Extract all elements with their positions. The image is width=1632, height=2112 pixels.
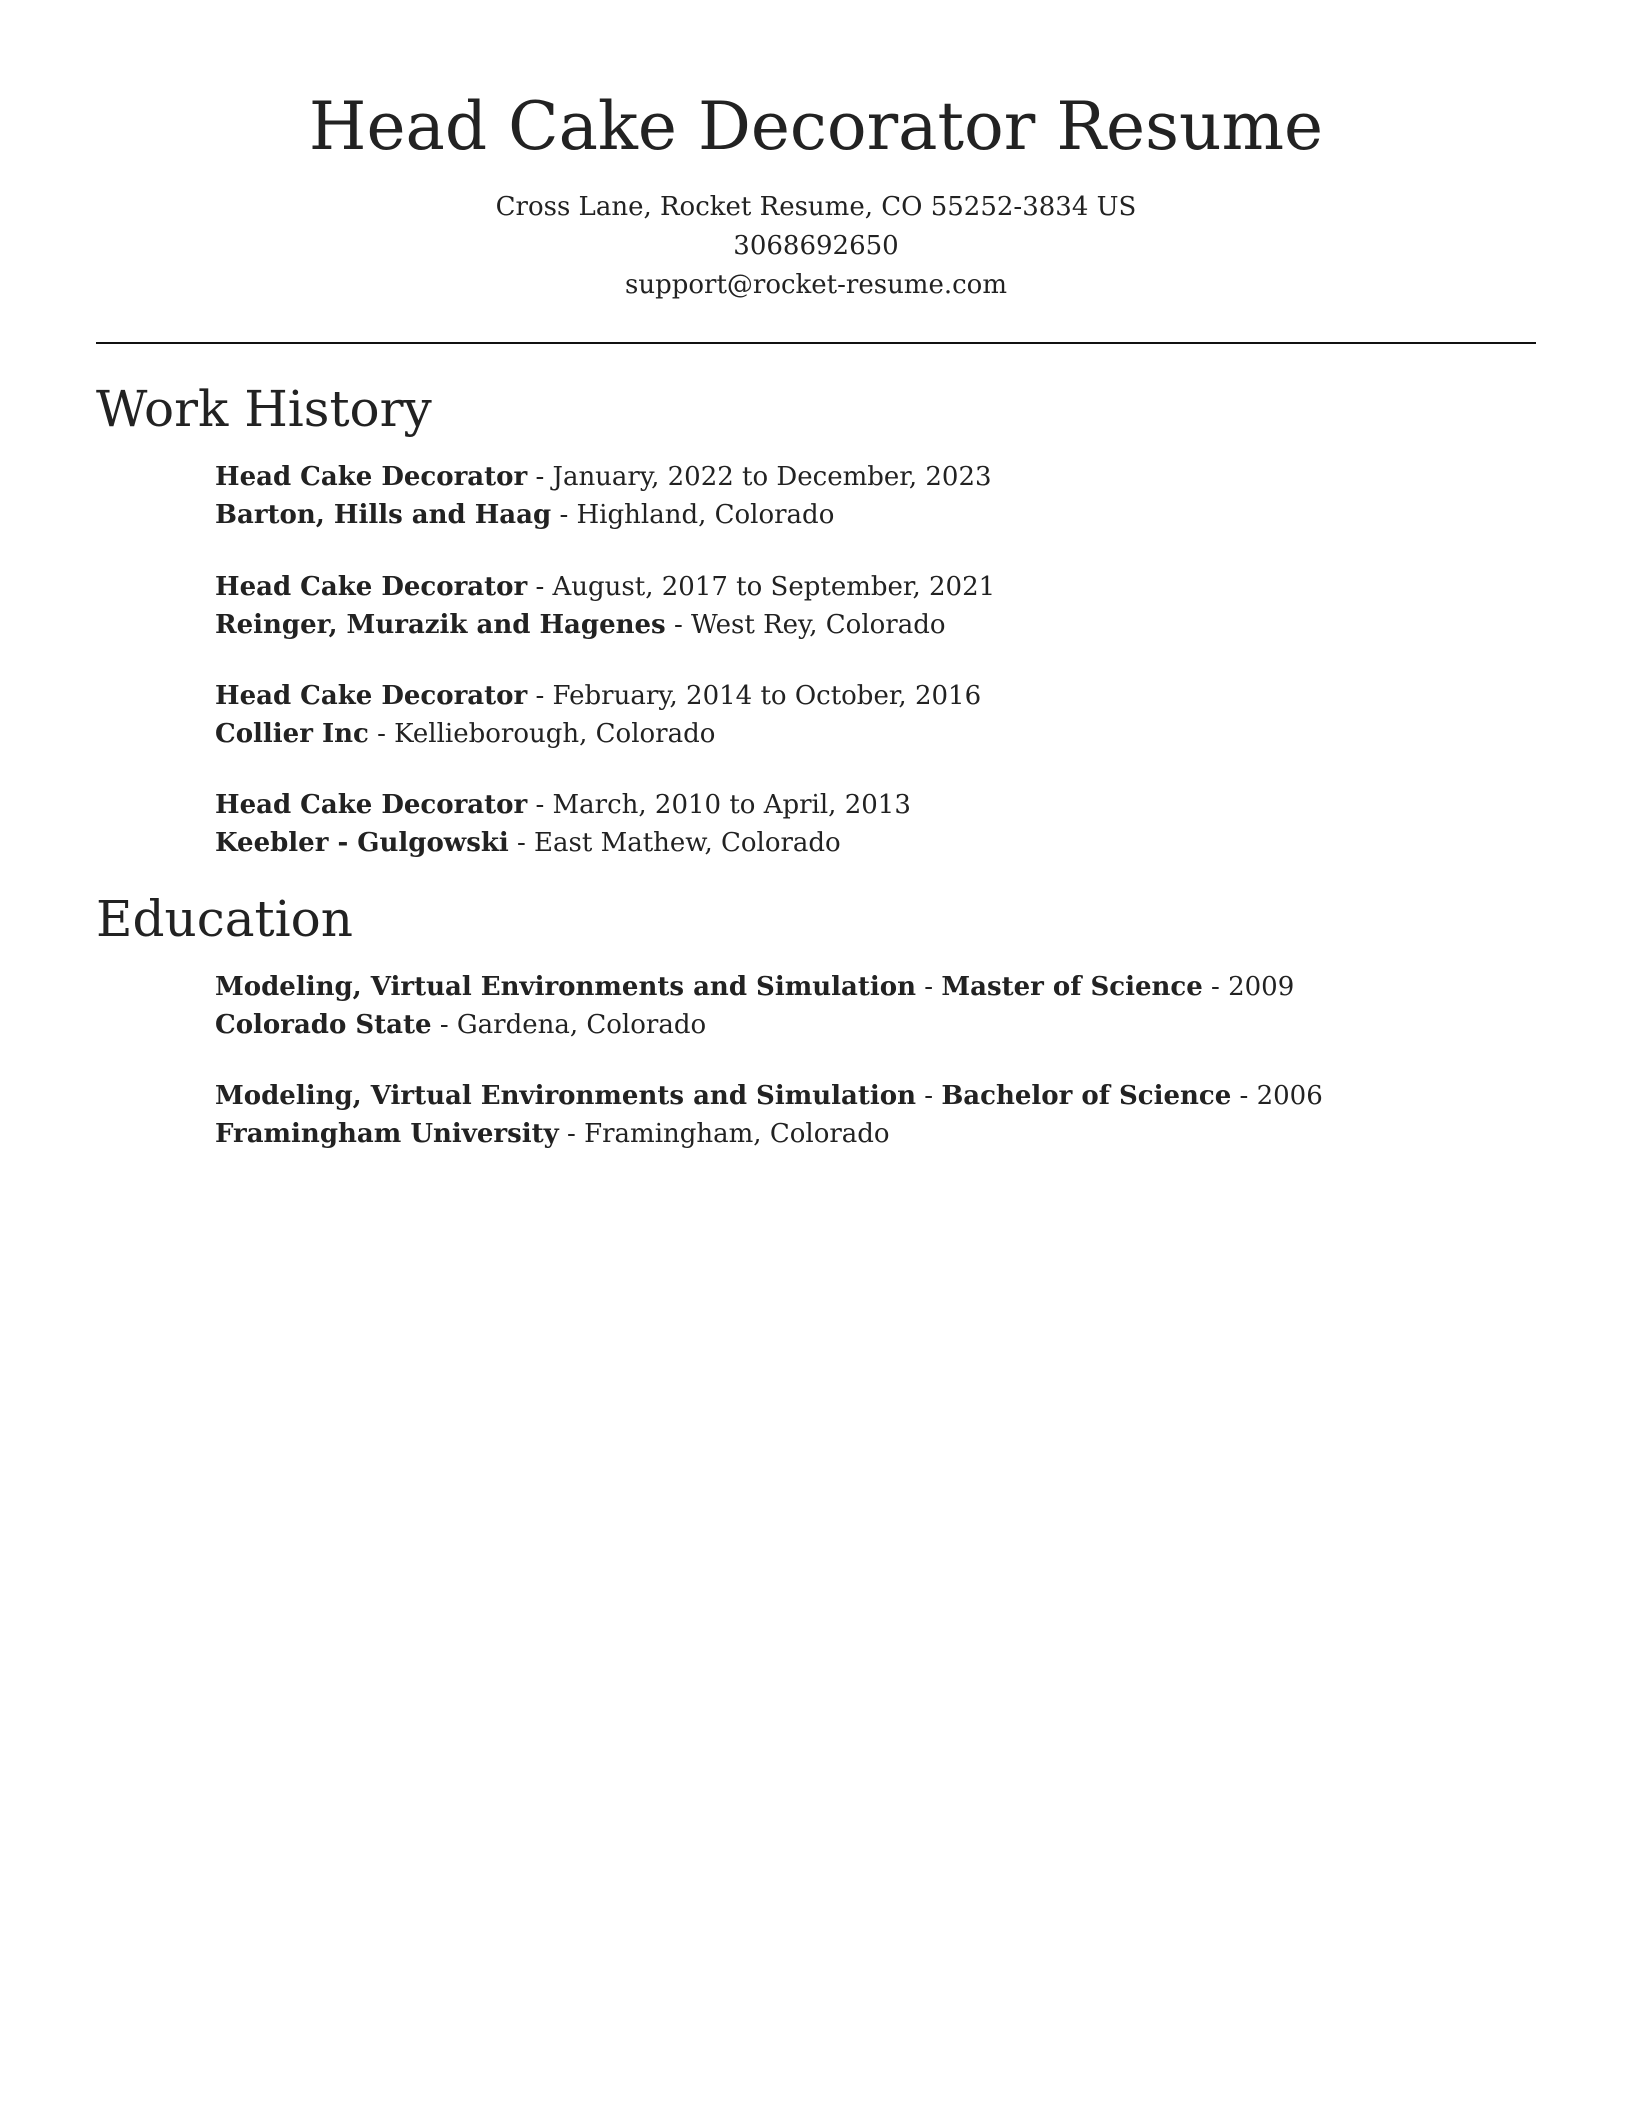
education-year: - 2006 bbox=[1231, 1081, 1323, 1111]
contact-block bbox=[0, 188, 1632, 305]
work-position: Head Cake Decorator bbox=[215, 462, 528, 492]
work-entry-title-line bbox=[215, 458, 992, 496]
education-degree: Bachelor of Science bbox=[941, 1081, 1232, 1111]
education-heading: Education bbox=[96, 890, 353, 948]
education-entry-title-line: Modeling, Virtual Environments and Simulation - Master of Science - 2009 bbox=[215, 972, 1295, 1002]
education-school: Framingham University bbox=[215, 1119, 559, 1149]
work-entry-company-line bbox=[215, 715, 981, 753]
work-company: Keebler - Gulgowski bbox=[215, 828, 509, 858]
work-entry-company-line bbox=[215, 606, 995, 644]
work-entry-company-line bbox=[215, 496, 992, 534]
work-position: Head Cake Decorator bbox=[215, 790, 528, 820]
work-entry bbox=[215, 568, 995, 644]
education-field: Modeling, Virtual Environments and Simulation bbox=[215, 1081, 916, 1111]
work-entry bbox=[215, 677, 981, 753]
work-location: - West Rey, Colorado bbox=[665, 610, 946, 640]
contact-address: Cross Lane, Rocket Resume, CO 55252-3834 US bbox=[495, 192, 1137, 222]
contact-phone: 3068692650 bbox=[733, 231, 899, 261]
work-dates: - January, 2022 to December, 2023 bbox=[527, 462, 992, 492]
work-entry-title-line bbox=[215, 568, 995, 606]
header-divider bbox=[96, 342, 1536, 344]
work-entry-title-line bbox=[215, 786, 911, 824]
work-entry bbox=[215, 786, 911, 862]
education-entry-title-line: Modeling, Virtual Environments and Simulation - Bachelor of Science - 2006 bbox=[215, 1081, 1323, 1111]
work-history-heading: Work History bbox=[96, 380, 432, 438]
education-degree: Master of Science bbox=[941, 972, 1203, 1002]
work-dates: - March, 2010 to April, 2013 bbox=[527, 790, 911, 820]
work-dates: - February, 2014 to October, 2016 bbox=[527, 681, 982, 711]
education-year: - 2009 bbox=[1202, 972, 1295, 1002]
contact-email: support@rocket-resume.com bbox=[624, 270, 1007, 300]
education-school: Colorado State bbox=[215, 1010, 432, 1040]
work-company: Barton, Hills and Haag bbox=[215, 500, 552, 530]
education-entry bbox=[215, 1077, 1323, 1153]
work-entry-company-line bbox=[215, 824, 911, 862]
work-entry-title-line bbox=[215, 677, 981, 715]
education-entry-school-line bbox=[215, 1115, 1323, 1153]
work-position: Head Cake Decorator bbox=[215, 681, 528, 711]
education-entry bbox=[215, 968, 1294, 1044]
education-location: - Gardena, Colorado bbox=[431, 1010, 707, 1040]
resume-title: Head Cake Decorator Resume bbox=[308, 88, 1324, 165]
work-location: - Kellieborough, Colorado bbox=[368, 719, 716, 749]
work-position: Head Cake Decorator bbox=[215, 572, 528, 602]
resume-header bbox=[0, 82, 1632, 172]
education-entry-school-line bbox=[215, 1006, 1294, 1044]
work-entry bbox=[215, 458, 992, 534]
work-location: - East Mathew, Colorado bbox=[508, 828, 841, 858]
work-location: - Highland, Colorado bbox=[551, 500, 835, 530]
education-location: - Framingham, Colorado bbox=[558, 1119, 890, 1149]
work-company: Reinger, Murazik and Hagenes bbox=[215, 610, 666, 640]
work-dates: - August, 2017 to September, 2021 bbox=[527, 572, 996, 602]
education-field: Modeling, Virtual Environments and Simulation bbox=[215, 972, 916, 1002]
work-company: Collier Inc bbox=[215, 719, 369, 749]
